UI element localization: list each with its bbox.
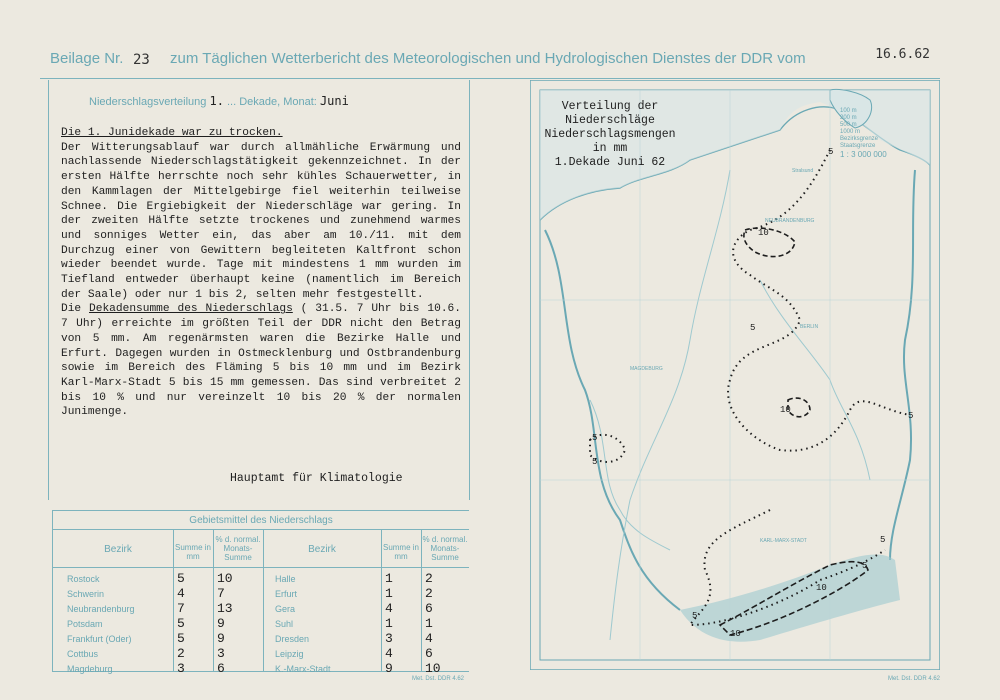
report-paragraph-1: Der Witterungsablauf war durch allmähliche Erwärmung und nachlassende Niederschlagstätigkeit gekennzeichnet. In der ersten Hälfte herrschte noch sehr kühles Schauerwetter, in den Kammlagen der Mittelgebirge fiel weiterhin teilweise Schnee. Die Ergiebigkeit der Niederschläge war gering. In der zweiten Hälfte setzte trockenes und zunehmend warmes und sonniges Wetter ein, das aber am 10./11. mit dem Durchzug einer von Gewittern begleiteten Kaltfront schon wieder beendet wurde. Tage mit mindestens 1 mm wurden im Tiefland entweder überhaupt keine (namentlich im Bereich der Saale) oder nur 1 bis 2, selten mehr festgestellt.: [61, 141, 461, 301]
percent-normal: 10: [425, 661, 441, 676]
col-header-summe: Summe in mm: [174, 543, 211, 561]
table-divider: [53, 529, 469, 530]
bezirk-name: Cottbus: [67, 649, 99, 659]
subheader: [89, 94, 349, 108]
col-header-summe-2: Summe in mm: [382, 543, 419, 561]
elbe-river: [610, 170, 730, 640]
city-label: KARL-MARX-STADT: [760, 538, 807, 544]
isoline-label: 5: [750, 323, 756, 333]
precip-sum: 7: [177, 601, 185, 616]
city-label: NEUBRANDENBURG: [765, 218, 815, 224]
legend-item: 1000 m: [840, 129, 861, 135]
city-label: Stralsund: [792, 168, 814, 174]
bezirk-name: Suhl: [275, 619, 294, 629]
isoline-5mm-north: [728, 150, 910, 451]
table-row: [53, 601, 469, 616]
header-prefix: Beilage Nr.: [50, 50, 124, 67]
map-title-line: Niederschlagsmengen: [544, 128, 676, 141]
legend-item: 200 m: [840, 115, 857, 121]
legend-item: 100 m: [840, 108, 857, 114]
city-label: BERLIN: [800, 324, 819, 330]
bezirk-name: Neubrandenburg: [67, 604, 135, 614]
isoline-label: 10: [730, 629, 741, 639]
bezirk-name: Schwerin: [67, 589, 105, 599]
isoline-label: 5: [880, 535, 886, 545]
city-label: MAGDEBURG: [630, 366, 663, 372]
percent-normal: 4: [425, 631, 433, 646]
bezirk-name: Rostock: [67, 574, 100, 584]
precip-sum: 3: [177, 661, 185, 676]
para2-start: Die: [61, 303, 90, 316]
precip-sum: 4: [177, 586, 185, 601]
bezirk-name: Leipzig: [275, 649, 304, 659]
map-title-line: in mm: [592, 142, 628, 155]
bezirk-name: Dresden: [275, 634, 310, 644]
percent-normal: 6: [425, 646, 433, 661]
percent-normal: 9: [217, 631, 225, 646]
map-scale: 1 : 3 000 000: [840, 150, 887, 159]
col-header-bezirk: Bezirk: [104, 544, 132, 555]
map-title-line: 1.Dekade Juni 62: [554, 156, 666, 169]
precip-sum: 1: [385, 616, 393, 631]
bezirk-name: Gera: [275, 604, 296, 614]
table-row: [53, 631, 469, 646]
precip-sum: 1: [385, 586, 393, 601]
col-header-pct: % d. normal. Monats-Summe: [215, 535, 261, 562]
table-title: Gebietsmittel des Niederschlags: [189, 515, 333, 526]
percent-normal: 2: [425, 571, 433, 586]
isoline-label: 5: [862, 561, 868, 571]
header-number: 23: [133, 52, 150, 68]
eastern-border: [890, 170, 915, 560]
isoline-label: 5: [692, 611, 698, 621]
signature: Hauptamt für Klimatologie: [230, 472, 403, 485]
isoline-label: 10: [816, 583, 827, 593]
isoline-label: 10: [758, 228, 769, 238]
subheader-dekade: 1.: [209, 94, 224, 108]
print-code: Met. Dst. DDR 4.62: [412, 676, 465, 682]
precip-sum: 5: [177, 616, 185, 631]
isoline-10mm-fläming: [788, 398, 810, 417]
isoline-10mm-north: [744, 228, 795, 256]
legend-item: Staatsgrenze: [840, 143, 876, 149]
map-title-line: Niederschläge: [565, 114, 655, 127]
para2-rest: ( 31.5. 7 Uhr bis 10.6. 7 Uhr) erreichte im größten Teil der DDR nicht den Betrag von 5 mm. Am regenärmsten waren die Bezirke Halle und Erfurt. Dagegen wurden in Ostmecklenburg und Ostbrandenburg sowie im Bereich des Fläming 5 bis 10 mm und im Bezirk Karl-Marx-Stadt 5 bis 15 mm gemessen. Das sind verbreitet 2 bis 10 % und nur vereinzelt 10 bis 20 % der normalen Junimenge.: [61, 303, 461, 419]
bezirk-name: Erfurt: [275, 589, 298, 599]
percent-normal: 1: [425, 616, 433, 631]
subheader-month: Juni: [319, 94, 349, 108]
para2-underlined: Dekadensumme des Niederschlags: [89, 303, 293, 316]
isoline-label: 5: [592, 433, 598, 443]
isoline-label: 10: [780, 405, 791, 415]
subheader-label: Niederschlagsverteilung: [89, 96, 207, 108]
table-row: [53, 571, 469, 586]
isoline-label: 5: [908, 411, 914, 421]
subheader-label-2: ... Dekade, Monat:: [226, 96, 317, 108]
map-title-line: Verteilung der: [561, 100, 659, 113]
percent-normal: 7: [217, 586, 225, 601]
table-row: [53, 646, 469, 661]
bulletin-header: [40, 44, 940, 79]
bezirk-name: K.-Marx-Stadt: [275, 664, 331, 674]
precip-sum: 4: [385, 601, 393, 616]
table-divider: [53, 567, 469, 568]
map-title: [540, 100, 680, 170]
precip-sum: 1: [385, 571, 393, 586]
isoline-label: 5: [592, 457, 598, 467]
legend-item: 500 m: [840, 122, 857, 128]
col-header-pct-2: % d. normal. Monats-Summe: [422, 535, 468, 562]
table-row: [53, 586, 469, 601]
percent-normal: 10: [217, 571, 233, 586]
col-header-bezirk-2: Bezirk: [308, 544, 336, 555]
precip-sum: 3: [385, 631, 393, 646]
print-code: Met. Dst. DDR 4.62: [888, 676, 941, 682]
precip-sum: 5: [177, 631, 185, 646]
percent-normal: 6: [217, 661, 225, 676]
report-headline: Die 1. Junidekade war zu trocken.: [61, 127, 283, 139]
header-title: zum Täglichen Wetterbericht des Meteorologischen und Hydrologischen Dienstes der DDR vom: [170, 50, 806, 67]
bezirk-name: Halle: [275, 574, 296, 584]
precip-sum: 2: [177, 646, 185, 661]
bezirk-name: Magdeburg: [67, 664, 113, 674]
legend-item: Bezirksgrenze: [840, 136, 879, 142]
percent-normal: 3: [217, 646, 225, 661]
table-row: [53, 661, 469, 676]
percent-normal: 9: [217, 616, 225, 631]
precip-sum: 4: [385, 646, 393, 661]
spree-river: [760, 280, 870, 480]
western-border: [545, 230, 680, 610]
map-legend: [840, 108, 878, 150]
percent-normal: 2: [425, 586, 433, 601]
percent-normal: 13: [217, 601, 233, 616]
bezirk-name: Potsdam: [67, 619, 103, 629]
precip-sum: 9: [385, 661, 393, 676]
percent-normal: 6: [425, 601, 433, 616]
table-row: [53, 616, 469, 631]
bezirk-name: Frankfurt (Oder): [67, 634, 132, 644]
report-body: [61, 126, 461, 420]
precip-sum: 5: [177, 571, 185, 586]
header-date: 16.6.62: [875, 47, 930, 62]
isoline-label: 5: [828, 147, 834, 157]
area-mean-table: [52, 510, 469, 676]
text-panel: [48, 80, 470, 500]
saale-river: [590, 400, 670, 550]
report-paragraph-2: [61, 302, 461, 420]
